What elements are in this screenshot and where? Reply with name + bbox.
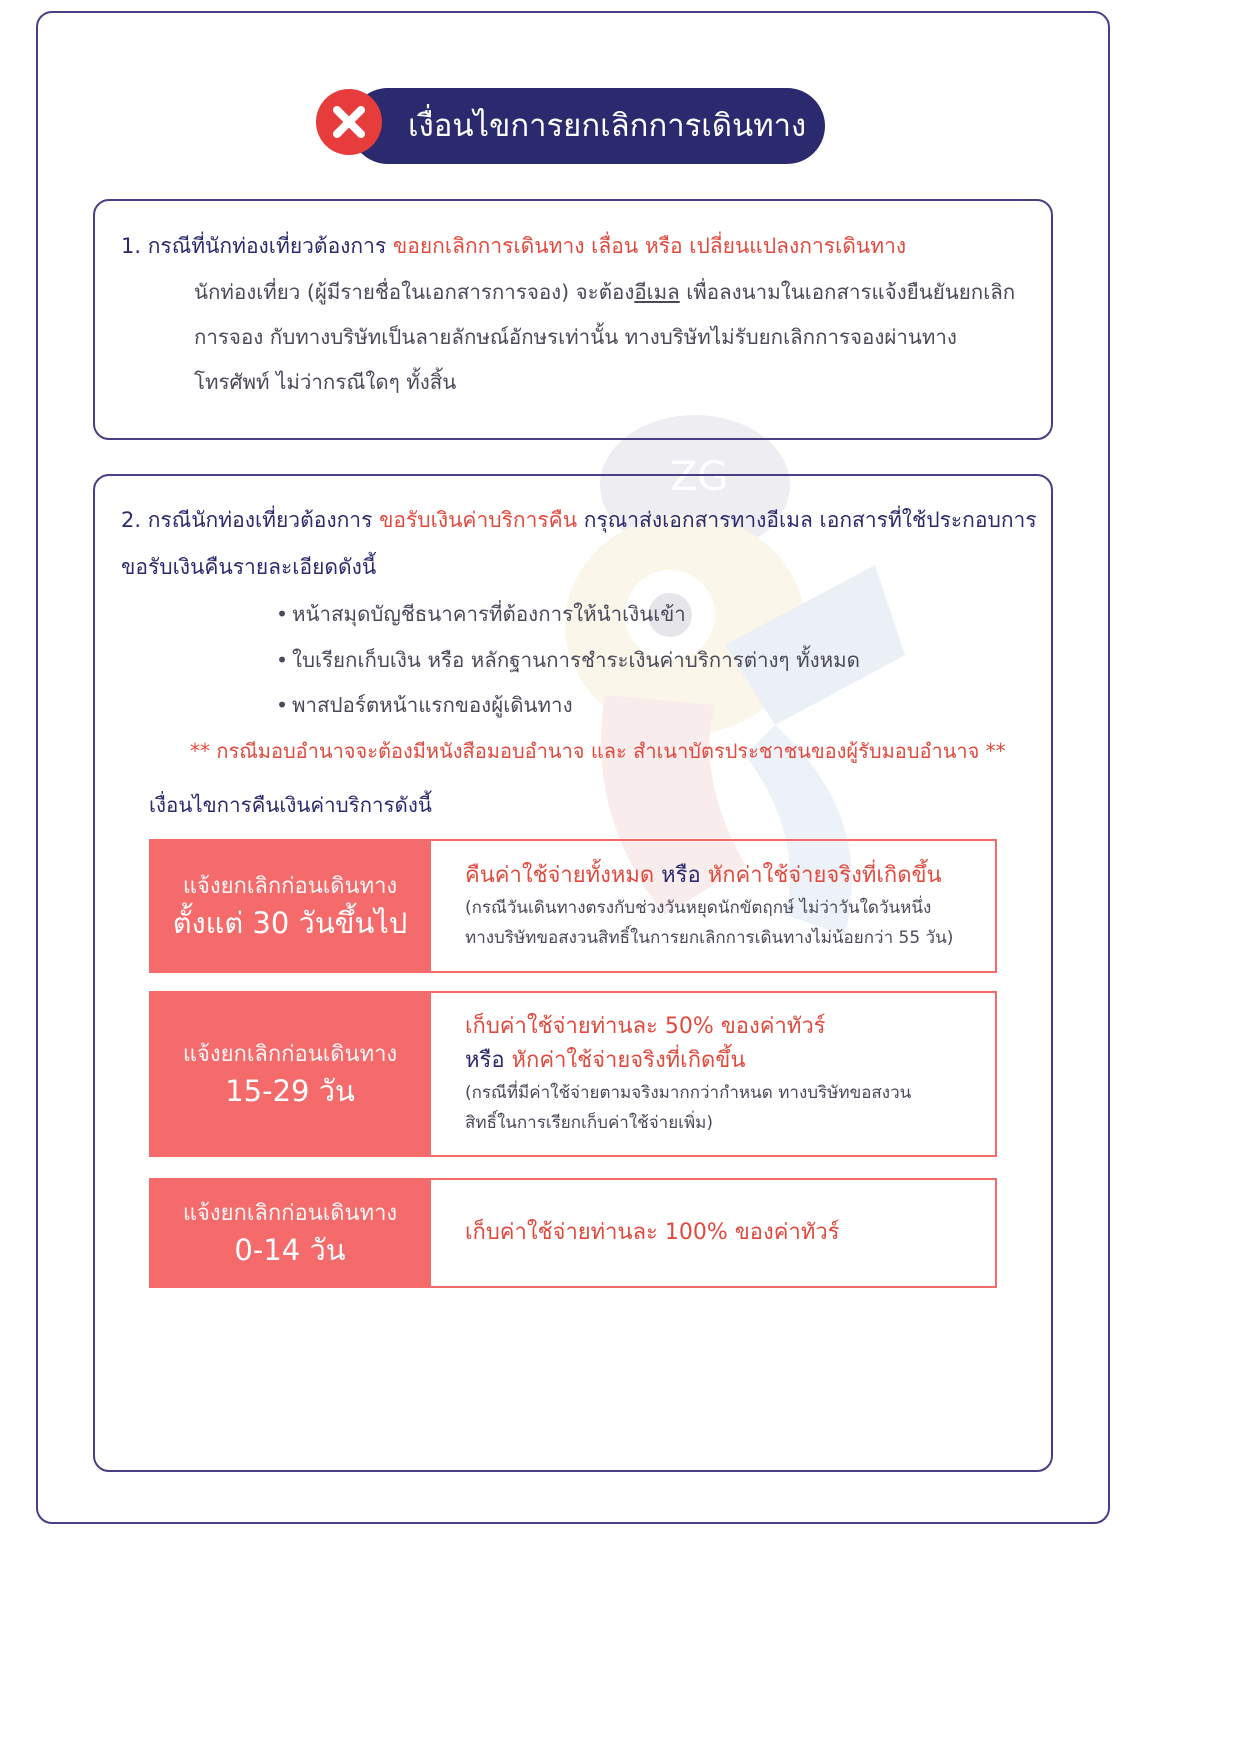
period-label: แจ้งยกเลิกก่อนเดินทาง (182, 1042, 398, 1067)
period-label: แจ้งยกเลิกก่อนเดินทาง (182, 874, 398, 899)
refund-row-15-29-days (149, 991, 997, 1157)
refund-row-30-days (149, 839, 997, 973)
section-1-heading-highlight: ขอยกเลิกการเดินทาง เลื่อน หรือ เปลี่ยนแปลงการเดินทาง (392, 234, 907, 258)
section-1-heading (121, 231, 906, 261)
policy-note-line-1: (กรณีที่มีค่าใช้จ่ายตามจริงมากกว่ากำหนด ทางบริษัทขอสงวน (465, 1083, 912, 1103)
list-item: • หน้าสมุดบัญชีธนาคารที่ต้องการให้นำเงินเข้า (276, 602, 686, 626)
title-banner (350, 88, 825, 164)
close-icon (316, 89, 382, 155)
policy-option-b: หักค่าใช้จ่ายจริงที่เกิดขึ้น (707, 863, 942, 888)
refund-row-period (149, 991, 431, 1157)
power-of-attorney-note: ** กรณีมอบอำนาจจะต้องมีหนังสือมอบอำนาจ และ สำเนาบัตรประชาชนของผู้รับมอบอำนาจ ** (190, 739, 1006, 763)
list-item-text: พาสปอร์ตหน้าแรกของผู้เดินทาง (292, 693, 573, 717)
policy-option-a: คืนค่าใช้จ่ายทั้งหมด (465, 863, 655, 888)
policy-note-line-2: สิทธิ์ในการเรียกเก็บค่าใช้จ่ายเพิ่ม) (465, 1113, 714, 1133)
policy-note-line-1: (กรณีวันเดินทางตรงกับช่วงวันหยุดนักขัตฤกษ์ ไม่ว่าวันใดวันหนึ่ง (465, 898, 932, 918)
policy-headline-2 (465, 1044, 995, 1078)
section-1-body-line-2: การจอง กับทางบริษัทเป็นลายลักษณ์อักษรเท่านั้น ทางบริษัทไม่รับยกเลิกการจองผ่านทาง (194, 325, 957, 349)
policy-option-a: เก็บค่าใช้จ่ายท่านละ 100% ของค่าทัวร์ (465, 1220, 840, 1245)
section-1-body-line-3: โทรศัพท์ ไม่ว่ากรณีใดๆ ทั้งสิ้น (194, 370, 457, 394)
section-1-body-text-a: นักท่องเที่ยว (ผู้มีรายชื่อในเอกสารการจอง) จะต้อง (194, 280, 635, 304)
refund-row-policy (431, 1178, 997, 1288)
section-2-heading-suffix: กรุณาส่งเอกสารทางอีเมล เอกสารที่ใช้ประกอบการ (577, 508, 1037, 532)
policy-or: หรือ (465, 1048, 512, 1073)
policy-headline (465, 859, 995, 893)
policy-note-line-2: ทางบริษัทขอสงวนสิทธิ์ในการยกเลิกการเดินทางไม่น้อยกว่า 55 วัน) (465, 928, 954, 948)
refund-row-policy (431, 991, 997, 1157)
period-value: 0-14 วัน (234, 1233, 346, 1267)
refund-conditions-title: เงื่อนไขการคืนเงินค่าบริการดังนี้ (149, 793, 432, 817)
period-value: ตั้งแต่ 30 วันขึ้นไป (172, 906, 408, 940)
page-title: เงื่อนไขการยกเลิกการเดินทาง (408, 108, 807, 144)
period-value: 15-29 วัน (225, 1074, 355, 1108)
list-item: • ใบเรียกเก็บเงิน หรือ หลักฐานการชำระเงินค่าบริการต่างๆ ทั้งหมด (276, 648, 860, 672)
list-item-text: ใบเรียกเก็บเงิน หรือ หลักฐานการชำระเงินค่าบริการต่างๆ ทั้งหมด (292, 648, 860, 672)
section-1-body-text-b: เพื่อลงนามในเอกสารแจ้งยืนยันยกเลิก (679, 280, 1016, 304)
section-2-heading-prefix: 2. กรณีนักท่องเที่ยวต้องการ (121, 508, 373, 532)
email-underlined-text: อีเมล (634, 280, 680, 304)
policy-or: หรือ (654, 863, 708, 888)
section-2-heading-line-2: ขอรับเงินคืนรายละเอียดดังนี้ (121, 555, 377, 579)
refund-row-0-14-days (149, 1178, 997, 1288)
period-label: แจ้งยกเลิกก่อนเดินทาง (182, 1201, 398, 1226)
section-1-heading-prefix: 1. กรณีที่นักท่องเที่ยวต้องการ (121, 234, 387, 258)
refund-row-period (149, 1178, 431, 1288)
section-1-body-line-1 (194, 277, 1015, 307)
list-item-text: หน้าสมุดบัญชีธนาคารที่ต้องการให้นำเงินเข้า (292, 602, 686, 626)
list-item: • พาสปอร์ตหน้าแรกของผู้เดินทาง (276, 693, 573, 717)
section-2-heading (121, 505, 1037, 535)
policy-option-b: หักค่าใช้จ่ายจริงที่เกิดขึ้น (511, 1048, 746, 1073)
refund-row-period (149, 839, 431, 973)
watermark-text: ZG (670, 454, 729, 500)
section-2-heading-highlight: ขอรับเงินค่าบริการคืน (379, 508, 578, 532)
policy-option-a: เก็บค่าใช้จ่ายท่านละ 50% ของค่าทัวร์ (465, 1014, 826, 1039)
refund-row-policy (431, 839, 997, 973)
